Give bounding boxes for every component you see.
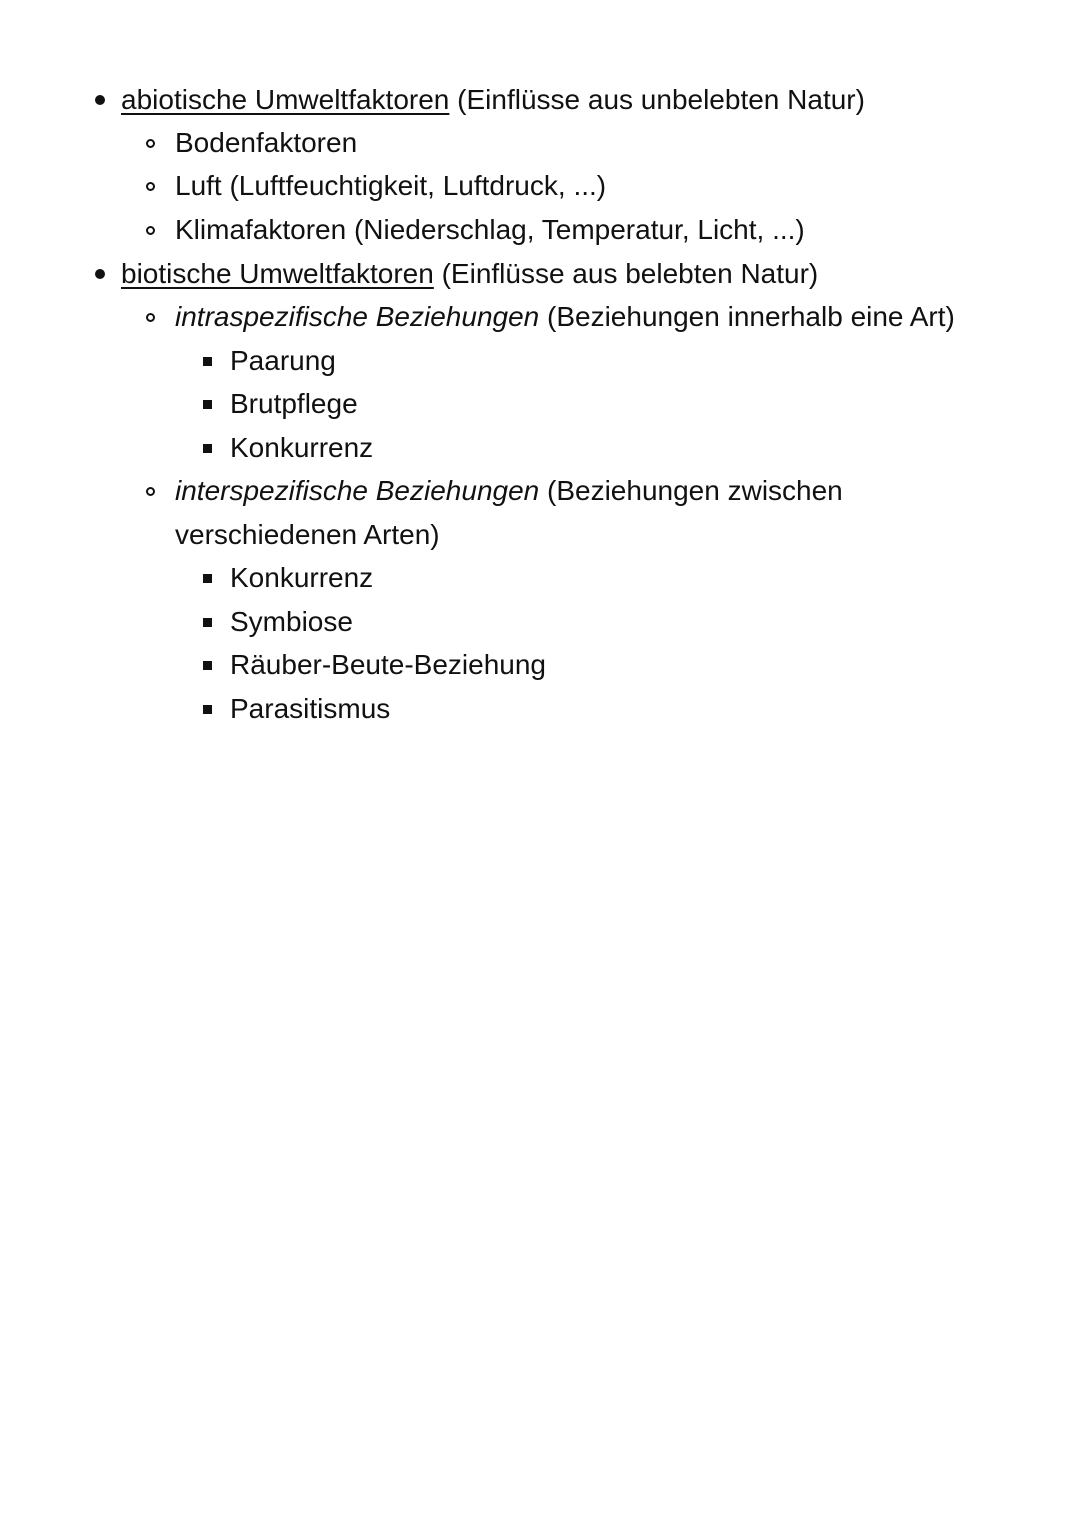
desc-biotic: (Einflüsse aus belebten Natur): [433, 258, 819, 289]
bullet-circle-icon: [146, 182, 155, 191]
bullet-circle-icon: [146, 313, 155, 322]
list-item: Brutpflege: [230, 388, 358, 419]
list-item-biotic: [121, 254, 818, 294]
list-item-intraspecific: [175, 297, 955, 337]
bullet-circle-icon: [146, 226, 155, 235]
bullet-square-icon: [203, 357, 212, 366]
bullet-circle-icon: [146, 139, 155, 148]
list-item: Klimafaktoren (Niederschlag, Temperatur, Licht, ...): [175, 214, 805, 245]
list-item: Luft (Luftfeuchtigkeit, Luftdruck, ...): [175, 170, 607, 201]
bullet-square-icon: [203, 661, 212, 670]
list-item-abiotic: [121, 80, 865, 120]
bullet-square-icon: [203, 705, 212, 714]
list-item: Symbiose: [230, 606, 353, 637]
list-item: Konkurrenz: [230, 562, 374, 593]
list-item: Parasitismus: [230, 693, 391, 724]
list-item: Räuber-Beute-Beziehung: [230, 649, 546, 680]
list-item: Paarung: [230, 345, 336, 376]
bullet-circle-icon: [146, 487, 155, 496]
desc-interspecific: (Beziehungen zwischen: [539, 475, 843, 506]
desc-interspecific-cont: verschiedenen Arten): [175, 519, 440, 550]
bullet-dot-icon: [95, 95, 105, 105]
term-biotic: biotische Umweltfaktoren: [121, 258, 434, 289]
list-item: Konkurrenz: [230, 432, 374, 463]
bullet-square-icon: [203, 444, 212, 453]
bullet-square-icon: [203, 574, 212, 583]
list-item: Bodenfaktoren: [175, 127, 358, 158]
list-item-interspecific: [175, 471, 843, 511]
term-intraspecific: intraspezifische Beziehungen: [175, 301, 540, 332]
term-abiotic: abiotische Umweltfaktoren: [121, 84, 450, 115]
term-interspecific: interspezifische Beziehungen: [175, 475, 540, 506]
desc-abiotic: (Einflüsse aus unbelebten Natur): [449, 84, 865, 115]
desc-intraspecific: (Beziehungen innerhalb eine Art): [539, 301, 955, 332]
bullet-dot-icon: [95, 269, 105, 279]
bullet-square-icon: [203, 618, 212, 627]
bullet-square-icon: [203, 400, 212, 409]
